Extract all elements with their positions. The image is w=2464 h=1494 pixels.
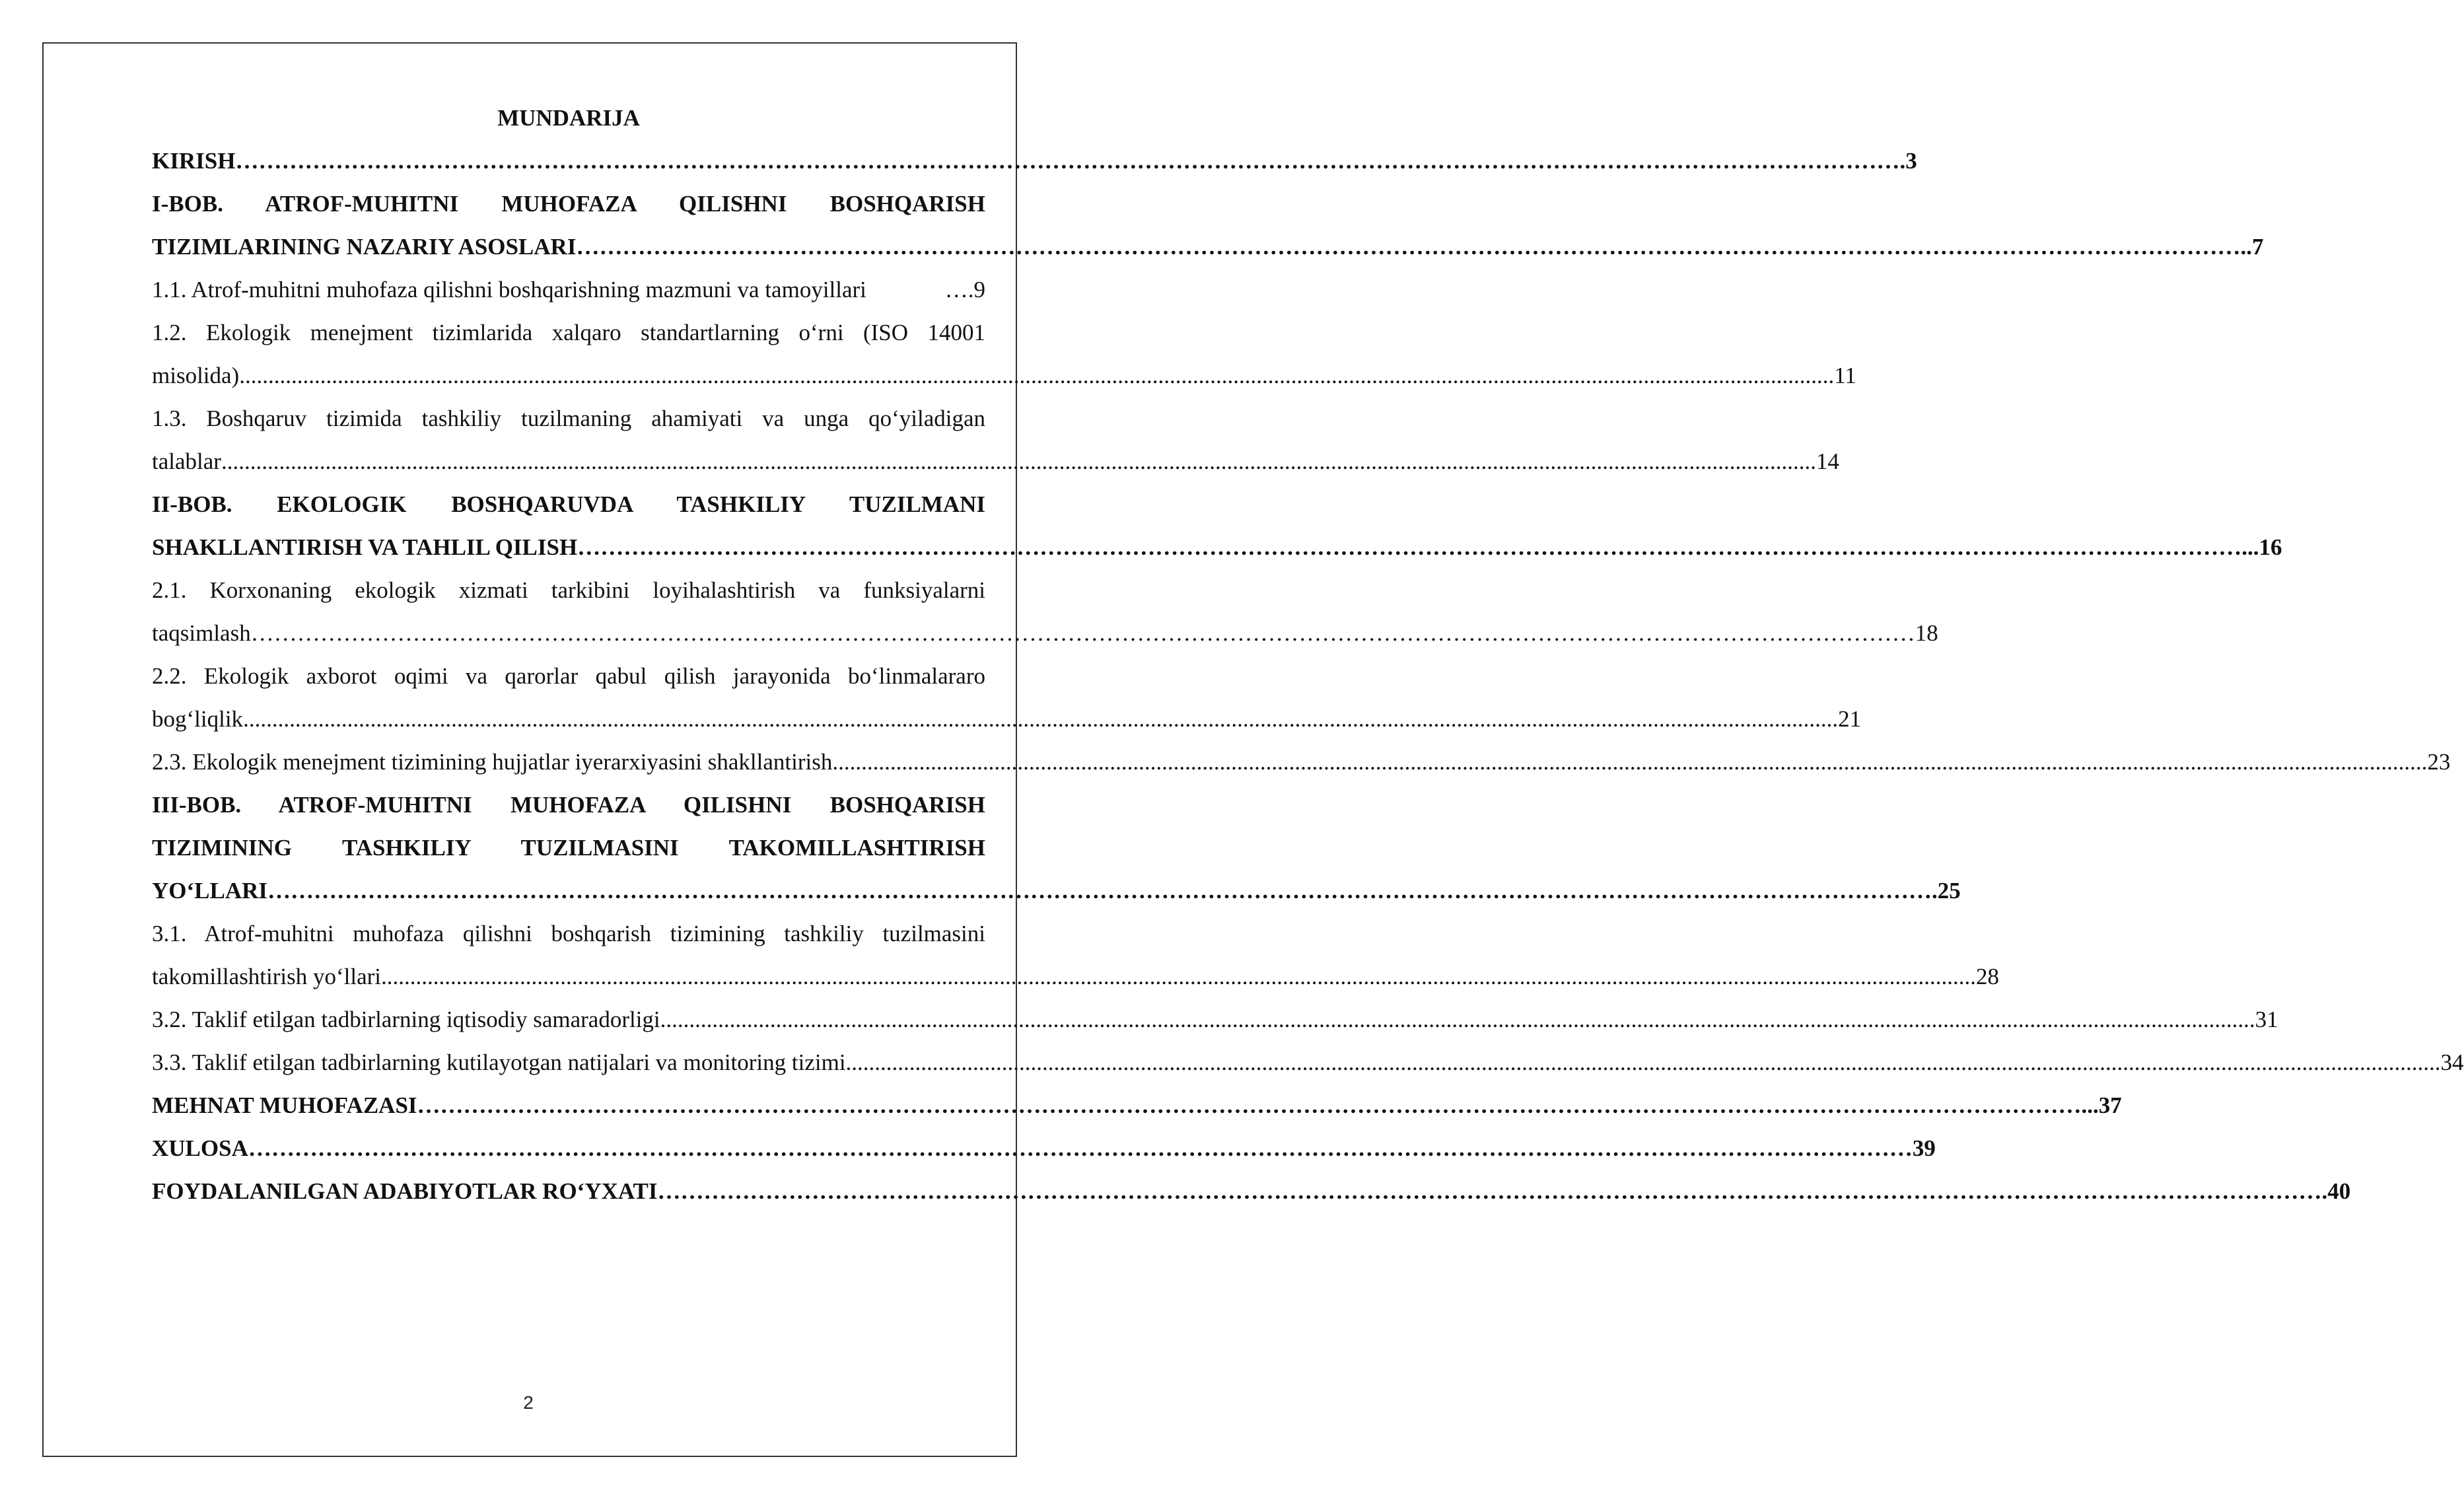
toc-entry-label-line1: I-BOB. ATROF-MUHITNI MUHOFAZA QILISHNI BOSHQARISH [152, 191, 985, 217]
toc-entry-page: 28 [1976, 964, 2000, 989]
leader-dots: .................................................................................................................................................................................................................................................................................... [381, 964, 1977, 989]
leader-dots: ……………………………………………………………………………………………………………………………………………………………………………………………… [235, 148, 1900, 174]
leader-dots: ……………………………………………………………………………………………………………………………………………………………………………………………… [248, 1135, 1913, 1161]
toc-entry-label: 3.3. Taklif etilgan tadbirlarning kutilayotgan natijalari va monitoring tizimi [152, 1049, 846, 1075]
toc-entry-page: 21 [1838, 706, 1862, 732]
toc-entry-label: 1.1. Atrof-muhitni muhofaza qilishni boshqarishning mazmuni va tamoyillari [152, 277, 866, 302]
toc-entry-page: 11 [1834, 363, 1856, 388]
toc-entry-page: ..7 [2240, 234, 2264, 260]
toc-entry-page: 39 [1912, 1135, 1936, 1161]
toc-entry-label-line1: III-BOB. ATROF-MUHITNI MUHOFAZA QILISHNI BOSHQARISH [152, 792, 985, 818]
leader-dots: .................................................................................................................................................................................................................................................................................... [243, 706, 1839, 732]
toc-entry-page: 23 [2427, 749, 2451, 775]
toc-entry-page: 14 [1815, 448, 1839, 474]
toc-entry-label-line1: 3.1. Atrof-muhitni muhofaza qilishni boshqarish tizimining tashkiliy tuzilmasini [152, 921, 985, 946]
toc-entry-1-3[interactable] [152, 397, 1839, 483]
toc-entry-label-line2: misolida) [152, 363, 240, 388]
toc-entry-page: ….9 [944, 277, 985, 302]
toc-entry-page: ...37 [2081, 1092, 2122, 1118]
table-of-contents [152, 96, 2464, 1213]
toc-entry-label-line2: SHAKLLANTIRISH VA TAHLIL QILISH [152, 534, 578, 560]
leader-dots: ……………………………………………………………………………………………………………………………………………………………………………………………… [417, 1092, 2082, 1118]
leader-dots: ……………………………………………………………………………………………………………………………………………………………………………………………… [576, 234, 2241, 260]
toc-entry-label: FOYDALANILGAN ADABIYOTLAR RO‘YXATI [152, 1178, 658, 1204]
toc-entry-3-3[interactable] [152, 1041, 2464, 1084]
leader-dots: .................................................................................................................................................................................................................................................................................... [221, 448, 1816, 474]
toc-entry-label-line3: YO‘LLARI [152, 878, 268, 904]
toc-entry-label-line2: bog‘liqlik [152, 706, 244, 732]
toc-entry-3-1[interactable] [152, 912, 2000, 998]
toc-entry-label-line1: II-BOB. EKOLOGIK BOSHQARUVDA TASHKILIY TUZILMANI [152, 491, 985, 517]
toc-entry-2-2[interactable] [152, 655, 1862, 740]
toc-entry-label-line1: 2.1. Korxonaning ekologik xizmati tarkibini loyihalashtirish va funksiyalarni [152, 577, 985, 603]
toc-entry-label-line2: TIZIMINING TASHKILIY TUZILMASINI TAKOMILLASHTIRISH [152, 835, 985, 861]
toc-entry-chapter-3[interactable] [152, 783, 1961, 912]
toc-entry-label-line1: 1.2. Ekologik menejment tizimlarida xalqaro standartlarning o‘rni (ISO 14001 [152, 320, 985, 345]
toc-entry-3-2[interactable] [152, 998, 2278, 1041]
toc-entry-page: .25 [1932, 878, 1961, 904]
toc-entry-page: ...16 [2241, 534, 2282, 560]
toc-entry-chapter-1[interactable] [152, 182, 2264, 268]
toc-entry-adabiyotlar[interactable] [152, 1170, 2351, 1213]
toc-entry-chapter-2[interactable] [152, 483, 2282, 569]
toc-entry-page: .40 [2321, 1178, 2351, 1204]
leader-dots: .................................................................................................................................................................................................................................................................................... [832, 749, 2428, 775]
toc-entry-label-line2: talablar [152, 448, 221, 474]
toc-entry-label: 3.2. Taklif etilgan tadbirlarning iqtisodiy samaradorligi [152, 1007, 660, 1032]
page-number: 2 [523, 1392, 534, 1413]
toc-entry-2-3[interactable] [152, 740, 2451, 783]
leader-dots: .................................................................................................................................................................................................................................................................................... [845, 1049, 2441, 1075]
leader-dots: ……………………………………………………………………………………………………………………………………………………………………………………………… [267, 878, 1932, 904]
toc-entry-1-2[interactable] [152, 311, 1856, 397]
toc-entry-label: MEHNAT MUHOFAZASI [152, 1092, 417, 1118]
toc-entry-mehnat[interactable] [152, 1084, 2122, 1127]
toc-entry-label-line1: 2.2. Ekologik axborot oqimi va qarorlar qabul qilish jarayonida bo‘linmalararo [152, 663, 985, 689]
toc-entry-2-1[interactable] [152, 569, 1938, 655]
toc-entry-label: KIRISH [152, 148, 236, 174]
toc-entry-xulosa[interactable] [152, 1127, 1936, 1170]
toc-entry-1-1[interactable] [152, 268, 985, 311]
toc-title: MUNDARIJA [497, 105, 640, 131]
leader-dots: ……………………………………………………………………………………………………………………………………………………………………………………………… [577, 534, 2242, 560]
toc-entry-page: .3 [1899, 148, 1917, 174]
leader-dots: ……………………………………………………………………………………………………………………………………………………………………………………………… [250, 620, 1915, 646]
leader-dots: .................................................................................................................................................................................................................................................................................... [660, 1007, 2255, 1032]
toc-entry-page: 18 [1915, 620, 1938, 646]
toc-entry-kirish[interactable] [152, 139, 1917, 182]
toc-entry-label-line2: taqsimlash [152, 620, 251, 646]
toc-entry-label: 2.3. Ekologik menejment tizimining hujjatlar iyerarxiyasini shakllantirish [152, 749, 833, 775]
leader-dots: .................................................................................................................................................................................................................................................................................... [239, 363, 1835, 388]
leader-dots: ……………………………………………………………………………………………………………………………………………………………………………………………… [657, 1178, 2322, 1204]
toc-entry-label-line2: TIZIMLARINING NAZARIY ASOSLARI [152, 234, 577, 260]
toc-entry-page: 31 [2255, 1007, 2278, 1032]
toc-entry-label-line1: 1.3. Boshqaruv tizimida tashkiliy tuzilmaning ahamiyati va unga qo‘yiladigan [152, 406, 985, 431]
toc-entry-label-line2: takomillashtirish yo‘llari [152, 964, 382, 989]
toc-entry-label: XULOSA [152, 1135, 248, 1161]
toc-entry-page: 34 [2440, 1049, 2464, 1075]
